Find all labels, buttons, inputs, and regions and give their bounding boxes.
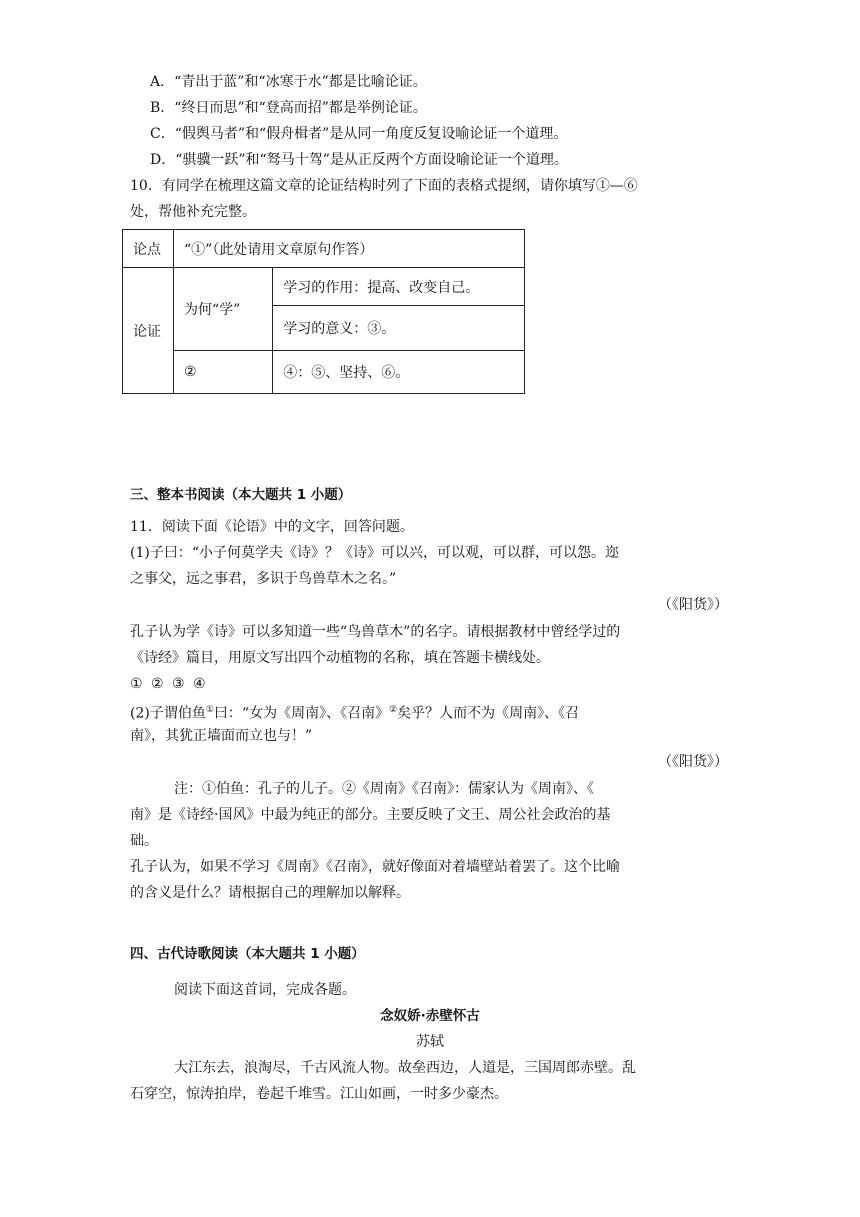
how-label-cell: ② — [174, 351, 273, 394]
poem-intro: 阅读下面这首词，完成各题。 — [174, 982, 356, 998]
q10-prompt-line1: 10．有同学在梳理这篇文章的论证结构时列了下面的表格式提纲，请你填写①—⑥ — [130, 178, 638, 194]
q10-prompt-line2: 处，帮他补充完整。 — [130, 204, 256, 220]
poem-author: 苏轼 — [416, 1034, 444, 1050]
part2-mid: 曰：“女为《周南》、《召南》 — [213, 705, 390, 722]
note-line2: 南》是《诗经·国风》中最为纯正的部分。主要反映了文王、周公社会政治的基 — [130, 807, 611, 823]
task1-line1: 孔子认为学《诗》可以多知道一些“鸟兽草木”的名字。请根据教材中曾经学过的 — [130, 624, 621, 640]
section3-heading: 三、整本书阅读（本大题共 1 小题） — [130, 487, 352, 503]
role-cell: 学习的作用：提高、改变自己。 — [273, 268, 525, 306]
part1-line2: 之事父，远之事君，多识于鸟兽草木之名。” — [130, 571, 397, 587]
part2-line2: 南》，其犹正墙面而立也与！” — [130, 728, 313, 744]
option-b: B．“终日而思”和“登高而招”都是举例论证。 — [150, 100, 427, 116]
source2: （《阳货》） — [658, 754, 728, 770]
thesis-value: “①”（此处请用文章原句作答） — [174, 230, 525, 268]
part2-sup2: ② — [389, 705, 398, 715]
part2-line1 — [130, 700, 579, 724]
poem-line2: 石穿空，惊涛拍岸，卷起千堆雪。江山如画，一时多少豪杰。 — [130, 1086, 508, 1102]
poem-line1: 大江东去，浪淘尽，千古风流人物。故垒西边，人道是，三国周郎赤壁。乱 — [174, 1060, 636, 1076]
task1-line2: 《诗经》篇目，用原文写出四个动植物的名称，填在答题卡横线处。 — [130, 650, 550, 666]
part1-line1: (1)子曰：“小子何莫学夫《诗》？《诗》可以兴，可以观，可以群，可以怨。迩 — [130, 545, 619, 561]
task2-line1: 孔子认为，如果不学习《周南》《召南》，就好像面对着墙壁站着罢了。这个比喻 — [130, 859, 620, 875]
q11-intro: 11．阅读下面《论语》中的文字，回答问题。 — [130, 519, 414, 535]
note-line1: 注：①伯鱼：孔子的儿子。②《周南》《召南》：儒家认为《周南》、《 — [174, 781, 594, 797]
part2-sup1: ① — [205, 705, 214, 715]
poem-title: 念奴娇·赤壁怀古 — [380, 1008, 480, 1024]
meaning-cell: 学习的意义：③。 — [273, 306, 525, 351]
part2-pre: (2)子谓伯鱼 — [130, 705, 206, 722]
argument-outline-table — [122, 229, 525, 394]
argument-label: 论证 — [123, 268, 174, 394]
option-a: A．“青出于蓝”和“冰寒于水”都是比喻论证。 — [150, 74, 427, 90]
why-learn-cell: 为何“学” — [174, 268, 273, 351]
option-c: C．“假舆马者”和“假舟楫者”是从同一角度反复设喻论证一个道理。 — [150, 126, 568, 142]
section4-heading: 四、古代诗歌阅读（本大题共 1 小题） — [130, 946, 365, 962]
how-value-cell: ④：⑤、坚持、⑥。 — [273, 351, 525, 394]
note-line3: 础。 — [130, 833, 158, 849]
answer-blanks: ① ② ③ ④ — [130, 676, 206, 692]
option-d: D．“骐骥一跃”和“驽马十驾”是从正反两个方面设喻论证一个道理。 — [150, 152, 568, 168]
task2-line2: 的含义是什么？请根据自己的理解加以解释。 — [130, 885, 410, 901]
part2-post: 矣乎？人而不为《周南》、《召 — [397, 705, 580, 722]
thesis-label: 论点 — [123, 230, 174, 268]
source1: （《阳货》） — [658, 597, 728, 613]
